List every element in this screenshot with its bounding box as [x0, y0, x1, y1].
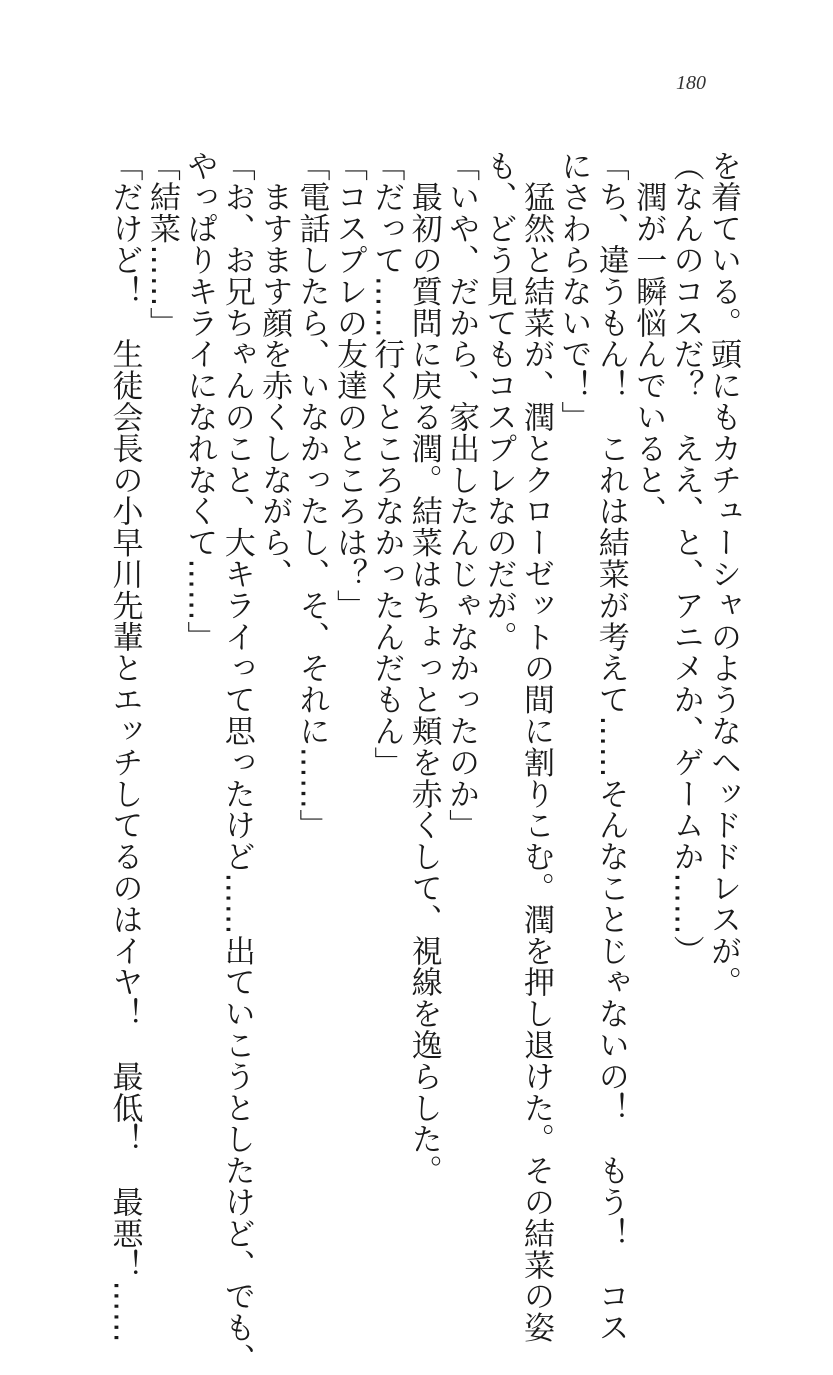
text-line: 「コスプレの友達のところは？」 [330, 150, 367, 621]
text-line: 「お、お兄ちゃんのこと、大キライって思ったけど……出ていこうとしたけど、でも、 [218, 150, 255, 1375]
text-line: も、どう見てもコスプレなのだが。 [480, 150, 517, 653]
text-line: 「結菜……」 [143, 150, 180, 339]
text-line: 「ち、違うもん！ これは結菜が考えて……そんなことじゃないの！ もう！ コス [592, 150, 629, 1344]
text-line: 猛然と結菜が、潤とクローゼットの間に割りこむ。潤を押し退けた。その結菜の姿 [517, 150, 554, 1344]
text-line: やっぱりキライになれなくて……」 [181, 150, 218, 653]
text-line: ますます顔を赤くしながら、 [256, 150, 293, 590]
text-line: （なんのコスだ？ ええ、と、アニメか、ゲームか……） [667, 150, 704, 967]
text-line: 「だって……行くところなかったんだもん」 [368, 150, 405, 778]
page-number: 180 [676, 72, 706, 94]
text-line: 最初の質問に戻る潤。結菜はちょっと頬を赤くして、視線を逸らした。 [405, 150, 442, 1187]
text-line: 「いや、だから、家出したんじゃなかったのか」 [443, 150, 480, 841]
text-line: を着ている。頭にもカチューシャのようなヘッドドレスが。 [705, 150, 741, 998]
text-line: 「だけど！ 生徒会長の小早川先輩とエッチしてるのはイヤ！ 最低！ 最悪！…… [106, 150, 143, 1344]
text-line: にさわらないで！」 [555, 150, 592, 433]
text-line: 「電話したら、いなかったし、そ、それに……」 [293, 150, 330, 841]
body-text [105, 150, 741, 1375]
text-line: 潤が一瞬悩んでいると、 [630, 150, 667, 527]
